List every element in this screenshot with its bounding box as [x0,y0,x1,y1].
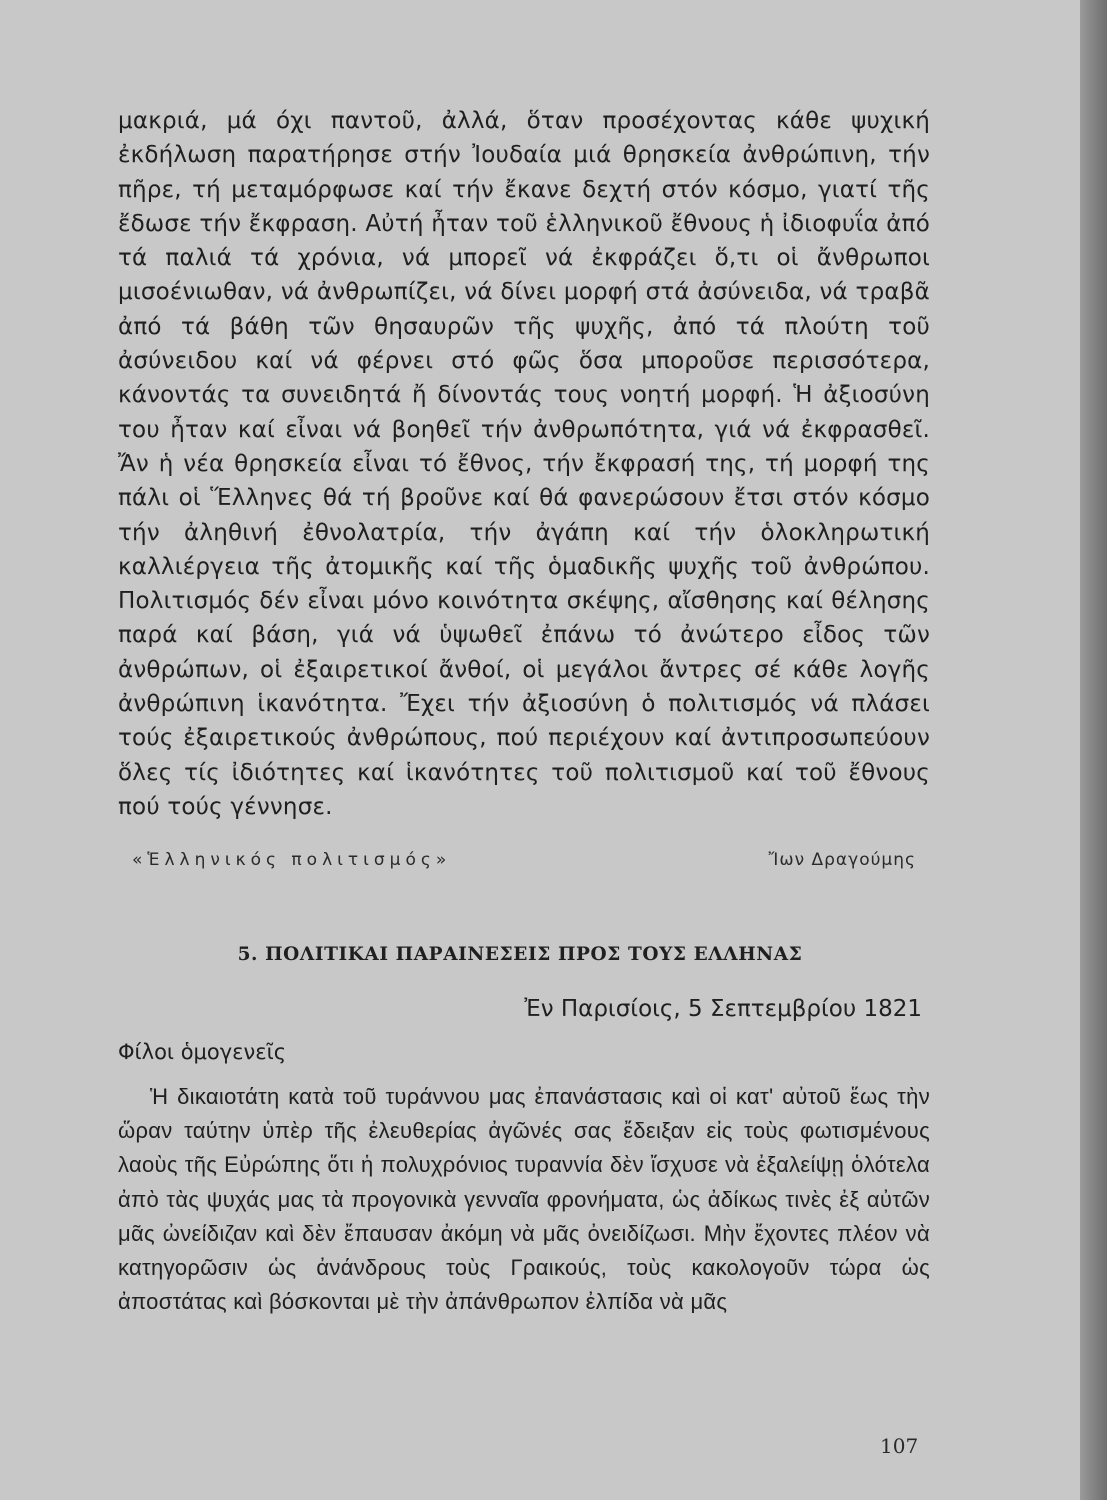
letter-body [118,1080,930,1319]
attribution-author: Ἴων Δραγούμης [768,850,916,870]
letter-salutation: Φίλοι ὁμογενεῖς [118,1040,287,1064]
essay-paragraph: μακριά, μά όχι παντοῦ, ἀλλά, ὅταν προσέχοντας κάθε ψυχική ἐκδήλωση παρατήρησε στήν Ἰουδαία μιά θρησκεία ἀνθρώπινη, τήν πῆρε, τή μεταμόρφωσε καί τήν ἔκανε δεχτή στόν κόσμο, γιατί τῆς ἔδωσε τήν ἔκφραση. Αὐτή ἦταν τοῦ ἑλληνικοῦ ἔθνους ἡ ἰδιοφυΐα ἀπό τά παλιά τά χρόνια, νά μπορεῖ νά ἐκφράζει ὅ,τι οἱ ἄνθρωποι μισοένιωθαν, νά ἀνθρωπίζει, νά δίνει μορφή στά ἀσύνειδα, νά τραβᾶ ἀπό τά βάθη τῶν θησαυρῶν τῆς ψυχῆς, ἀπό τά πλούτη τοῦ ἀσύνειδου καί νά φέρνει στό φῶς ὅσα μποροῦσε περισσότερα, κάνοντάς τα συνειδητά ἤ δίνοντάς τους νοητή μορφή. Ἡ ἀξιοσύνη του ἦταν καί εἶναι νά βοηθεῖ τήν ἀνθρωπότητα, γιά νά ἐκφρασθεῖ. Ἄν ἡ νέα θρησκεία εἶναι τό ἔθνος, τήν ἔκφρασή της, τή μορφή της πάλι οἱ Ἕλληνες θά τή βροῦνε καί θά φανερώσουν ἔτσι στόν κόσμο τήν ἀληθινή ἐθνολατρία, τήν ἀγάπη καί τήν ὁλοκληρωτική καλλιέργεια τῆς ἀτομικῆς καί τῆς ὁμαδικῆς ψυχῆς τοῦ ἀνθρώπου. Πολιτισμός δέν εἶναι μόνο κοινότητα σκέψης, αἴσθησης καί θέλησης παρά καί βάση, γιά νά ὑψωθεῖ ἐπάνω τό ἀνώτερο εἶδος τῶν ἀνθρώπων, οἱ ἐξαιρετικοί ἄνθοί, οἱ μεγάλοι ἄντρες σέ κάθε λογῆς ἀνθρώπινη ἱκανότητα. Ἔχει τήν ἀξιοσύνη ὁ πολιτισμός νά πλάσει τούς ἐξαιρετικούς ἀνθρώπους, πού περιέχουν καί ἀντιπροσωπεύουν ὅλες τίς ἰδιότητες καί ἱκανότητες τοῦ πολιτισμοῦ καί τοῦ ἔθνους πού τούς γέννησε. [118,108,930,820]
page-number: 107 [880,1434,919,1458]
letter-dateline: Ἐν Παρισίοις, 5 Σεπτεμβρίου 1821 [524,996,922,1022]
section-heading: 5. ΠΟΛΙΤΙΚΑΙ ΠΑΡΑΙΝΕΣΕΙΣ ΠΡΟΣ ΤΟΥΣ ΕΛΛΗΝΑΣ [237,944,803,965]
letter-paragraph: Ἡ δικαιοτάτη κατὰ τοῦ τυράννου μας ἐπανάστασις καὶ οἱ κατ' αὐτοῦ ἕως τὴν ὥραν ταύτην ὑπὲρ τῆς ἐλευθερίας ἀγῶνές σας ἔδειξαν εἰς τοὺς φωτισμένους λαοὺς τῆς Εὐρώπης ὅτι ἡ πολυχρόνιος τυραννία δὲν ἴσχυσε νὰ ἐξαλείψῃ ὁλότελα ἀπὸ τὰς ψυχάς μας τὰ προγονικὰ γενναῖα φρονήματα, ὡς ἀδίκως τινὲς ἐξ αὐτῶν μᾶς ὠνείδιζαν καὶ δὲν ἔπαυσαν ἀκόμη νὰ μᾶς ὀνειδίζωσι. Μὴν ἔχοντες πλέον νὰ κατηγορῶσιν ὡς ἀνάνδρους τοὺς Γραικούς, τοὺς κακολογοῦν τώρα ὡς ἀποστάτας καὶ βόσκονται μὲ τὴν ἀπάνθρωπον ἐλπίδα νὰ μᾶς [118,1084,930,1315]
essay-excerpt [118,104,930,824]
page-edge [1080,0,1107,1500]
attribution [118,848,930,882]
attribution-source: «Ἑλληνικός πολιτισμός» [132,850,452,870]
